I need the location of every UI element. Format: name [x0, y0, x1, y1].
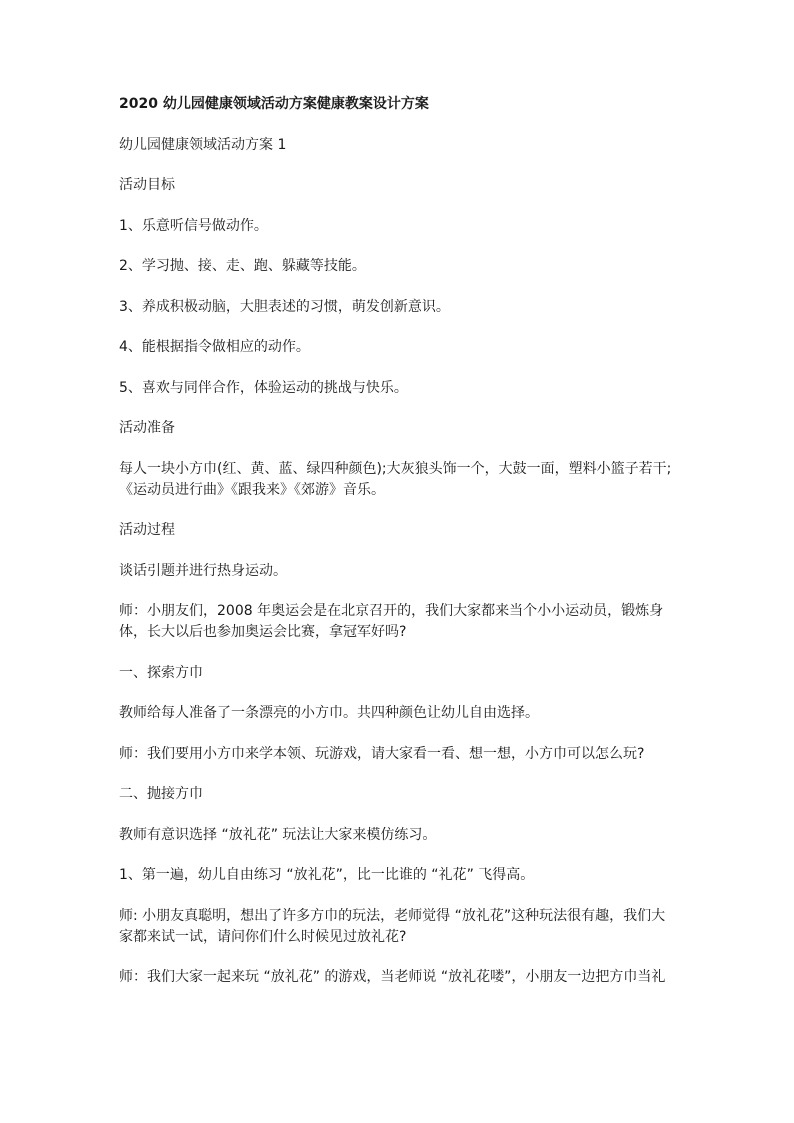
- paragraph: 1、第一遍，幼儿自由练习 “放礼花”，比一比谁的 “礼花” 飞得高。: [119, 867, 535, 883]
- paragraph: 谈话引题并进行热身运动。: [119, 562, 287, 579]
- goal-item: 3、养成积极动脑，大胆表述的习惯，萌发创新意识。: [119, 298, 450, 315]
- goal-item: 5、喜欢与同伴合作，体验运动的挑战与快乐。: [119, 379, 408, 396]
- document-title: 2020 幼儿园健康领域活动方案健康教案设计方案: [119, 96, 429, 112]
- section-heading: 二、抛接方巾: [119, 786, 203, 802]
- paragraph: 师：我们要用小方巾来学本领、玩游戏，请大家看一看、想一想，小方巾可以怎么玩?: [119, 745, 645, 762]
- paragraph: 师: 小朋友真聪明，想出了许多方巾的玩法，老师觉得 “放礼花”这种玩法很有趣，我们大家都来试一试，请问你们什么时候见过放礼花?: [119, 907, 666, 945]
- paragraph: 师：小朋友们，2008 年奥运会是在北京召开的，我们大家都来当个小小运动员，锻炼身体，长大以后也参加奥运会比赛，拿冠军好吗?: [119, 603, 664, 640]
- goals-heading: 活动目标: [119, 177, 175, 193]
- section-heading: 一、探索方巾: [119, 664, 203, 681]
- goal-item: 1、乐意听信号做动作。: [119, 217, 268, 234]
- goal-item: 2、学习抛、接、走、跑、躲藏等技能。: [119, 258, 366, 274]
- prep-heading: 活动准备: [119, 420, 175, 436]
- paragraph: 教师有意识选择 “放礼花” 玩法让大家来模仿练习。: [119, 826, 437, 843]
- document-body: [119, 94, 679, 1008]
- prep-text: 每人一块小方巾(红、黄、蓝、绿四种颜色);大灰狼头饰一个，大鼓一面，塑料小篮子若干;《运动员进行曲》《跟我来》《郊游》音乐。: [119, 460, 672, 498]
- section-subtitle: 幼儿园健康领域活动方案 1: [119, 136, 287, 153]
- process-heading: 活动过程: [119, 522, 175, 538]
- paragraph: 教师给每人准备了一条漂亮的小方巾。共四种颜色让幼儿自由选择。: [119, 705, 539, 721]
- paragraph: 师：我们大家一起来玩 “放礼花” 的游戏，当老师说 “放礼花喽”，小朋友一边把方巾当礼: [119, 969, 666, 985]
- goal-item: 4、能根据指令做相应的动作。: [119, 339, 310, 355]
